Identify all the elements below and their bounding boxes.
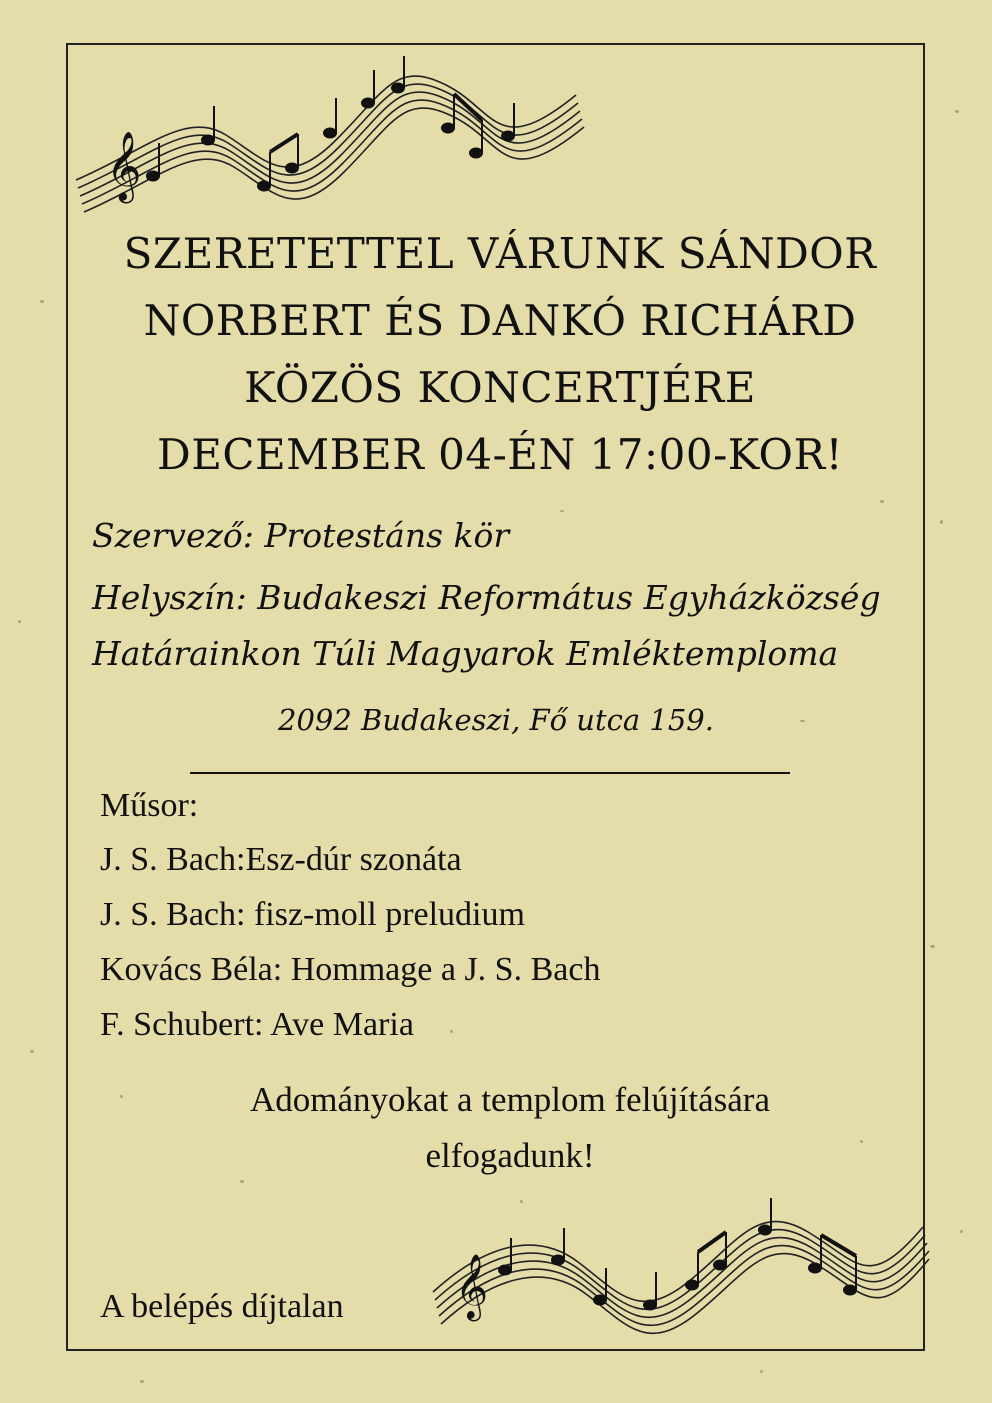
title-line: NORBERT ÉS DANKÓ RICHÁRD xyxy=(143,296,857,345)
venue-line-2: Határainkon Túli Magyarok Emléktemploma xyxy=(92,634,839,673)
title-line: DECEMBER 04-ÉN 17:00-KOR! xyxy=(157,430,843,479)
program-item: J. S. Bach: fisz-moll preludium xyxy=(100,896,525,933)
program-item: F. Schubert: Ave Maria xyxy=(100,1006,414,1043)
music-staff-top xyxy=(68,48,588,218)
title-line: KÖZÖS KONCERTJÉRE xyxy=(244,363,756,412)
svg-text:𝄞: 𝄞 xyxy=(106,131,142,201)
donation-line: elfogadunk! xyxy=(425,1136,595,1175)
donation-line: Adományokat a templom felújítására xyxy=(250,1080,770,1119)
program-item: Kovács Béla: Hommage a J. S. Bach xyxy=(100,951,601,988)
donation-note xyxy=(150,1072,870,1184)
program-heading: Műsor: xyxy=(100,787,199,824)
title-line: SZERETETTEL VÁRUNK SÁNDOR xyxy=(123,229,877,278)
invitation-title xyxy=(100,220,900,488)
address: 2092 Budakeszi, Fő utca 159. xyxy=(278,703,714,737)
divider xyxy=(190,772,790,774)
organizer: Szervező: Protestáns kör xyxy=(92,516,510,555)
venue-line-1: Helyszín: Budakeszi Református Egyházközség xyxy=(92,578,881,617)
music-staff-bottom xyxy=(430,1190,930,1350)
admission-note: A belépés díjtalan xyxy=(100,1288,344,1325)
program-item: J. S. Bach:Esz-dúr szonáta xyxy=(100,841,462,878)
svg-text:𝄞: 𝄞 xyxy=(455,1254,489,1319)
